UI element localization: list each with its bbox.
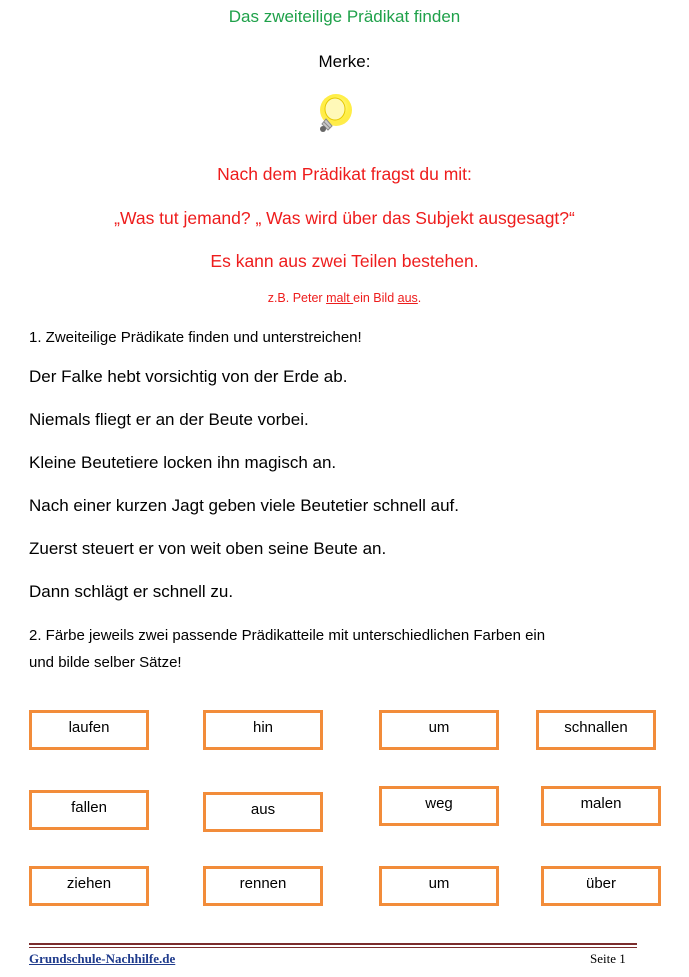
footer-page-number: Seite 1 <box>590 951 626 966</box>
rule-line-1: Nach dem Prädikat fragst du mit: <box>217 164 472 184</box>
lightbulb-icon <box>312 92 356 138</box>
footer-divider <box>29 943 637 945</box>
word-box: weg <box>379 786 499 826</box>
example-verb-part-1: malt <box>326 291 354 305</box>
word-box: um <box>379 866 499 906</box>
word-box: um <box>379 710 499 750</box>
word-box: fallen <box>29 790 149 830</box>
word-box: aus <box>203 792 323 832</box>
word-box: ziehen <box>29 866 149 906</box>
exercise-sentence: Nach einer kurzen Jagt geben viele Beutetier schnell auf. <box>29 496 459 515</box>
word-box: laufen <box>29 710 149 750</box>
exercise-sentence: Dann schlägt er schnell zu. <box>29 582 234 601</box>
task-1-instruction: 1. Zweiteilige Prädikate finden und unterstreichen! <box>29 329 362 346</box>
exercise-sentence: Niemals fliegt er an der Beute vorbei. <box>29 410 309 429</box>
word-box: hin <box>203 710 323 750</box>
task-2-line-1: 2. Färbe jeweils zwei passende Prädikatteile mit unterschiedlichen Farben ein <box>29 627 546 644</box>
word-box: schnallen <box>536 710 656 750</box>
exercise-sentence: Zuerst steuert er von weit oben seine Beute an. <box>29 539 387 558</box>
rule-line-2: „Was tut jemand? „ Was wird über das Subjekt ausgesagt?“ <box>114 208 575 228</box>
task-2-line-2: und bilde selber Sätze! <box>29 654 182 671</box>
rule-line-3: Es kann aus zwei Teilen bestehen. <box>210 251 479 271</box>
example-sentence <box>0 291 689 305</box>
footer-site-link[interactable]: Grundschule-Nachhilfe.de <box>29 951 176 966</box>
merke-heading: Merke: <box>318 52 371 71</box>
word-box: rennen <box>203 866 323 906</box>
example-middle: ein Bild <box>353 291 398 305</box>
example-prefix: z.B. Peter <box>267 291 327 305</box>
exercise-sentence: Der Falke hebt vorsichtig von der Erde ab. <box>29 367 348 386</box>
exercise-sentence: Kleine Beutetiere locken ihn magisch an. <box>29 453 337 472</box>
example-suffix: . <box>417 291 422 305</box>
page-title: Das zweiteilige Prädikat finden <box>228 7 461 26</box>
word-box: malen <box>541 786 661 826</box>
example-verb-part-2: aus <box>397 291 418 305</box>
task-2-instruction <box>29 622 649 676</box>
footer-divider-thin <box>29 947 637 948</box>
word-box: über <box>541 866 661 906</box>
